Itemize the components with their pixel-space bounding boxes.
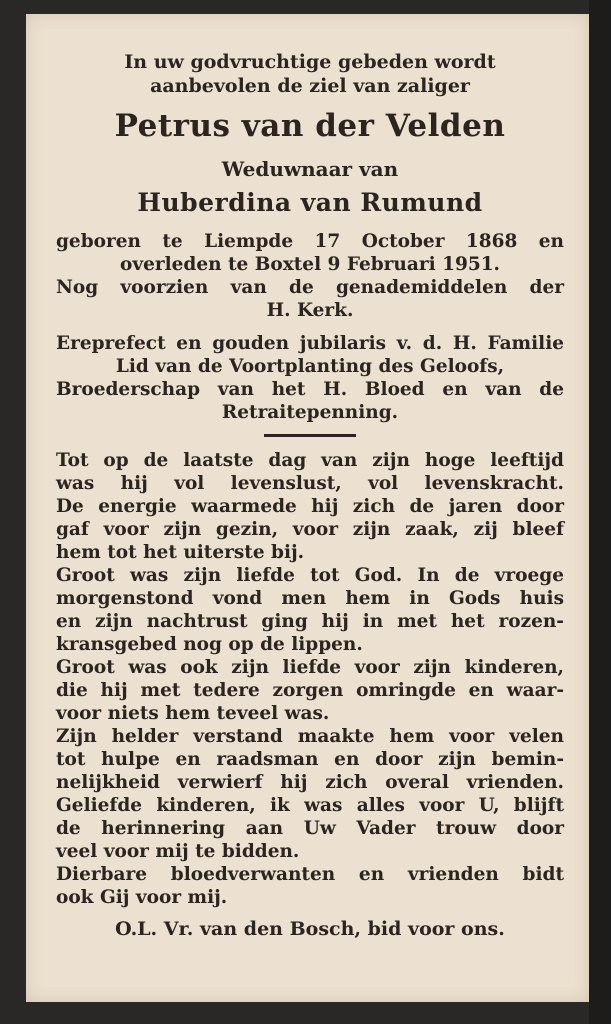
eulogy-line: Zijn helder verstand maakte hem voor velen — [56, 726, 564, 747]
death-line: overleden te Boxtel 9 Februari 1951. — [119, 254, 501, 275]
eulogy-line: morgenstond vond men hem in Gods huis — [56, 588, 564, 609]
eulogy-line: tot hulpe en raadsman en door zijn bemin- — [56, 749, 564, 770]
eulogy-line: gaf voor zijn gezin, voor zijn zaak, zij bleef — [56, 519, 564, 540]
eulogy-line: Groot was ook zijn liefde voor zijn kinderen, — [56, 657, 564, 678]
eulogy-line: Geliefde kinderen, ik was alles voor U, blijft — [56, 795, 564, 816]
eulogy-line: Groot was zijn liefde tot God. In de vroege — [56, 565, 564, 586]
deceased-name: Petrus van der Velden — [114, 108, 506, 144]
eulogy-line: nelijkheid verwierf hij zich overal vrienden. — [56, 772, 564, 793]
sacraments-line: Nog voorzien van de genademiddelen der — [56, 277, 564, 298]
eulogy-line: die hij met tedere zorgen omringde en waar- — [56, 680, 564, 701]
eulogy-line: was hij vol levenslust, vol levenskracht. — [56, 473, 564, 494]
honours-line-4: Retraitepenning. — [221, 402, 399, 423]
eulogy-line: de herinnering aan Uw Vader trouw door — [56, 818, 564, 839]
spouse-name: Huberdina van Rumund — [137, 188, 483, 217]
widower-label: Weduwnaar van — [221, 157, 399, 181]
honours-block — [56, 332, 564, 424]
honours-line-2: Lid van de Voortplanting des Geloofs, — [115, 356, 505, 377]
card-content — [56, 50, 564, 941]
eulogy-line: hem tot het uiterste bij. — [56, 542, 305, 563]
eulogy-line: kransgebed nog op de lippen. — [56, 634, 363, 655]
eulogy-line: Tot op de laatste dag van zijn hoge leeftijd — [56, 450, 564, 471]
eulogy-line: ook Gij voor mij. — [56, 887, 228, 908]
intro-line-1: In uw godvruchtige gebeden wordt — [124, 51, 496, 73]
intro-text — [56, 50, 564, 98]
eulogy-line: en zijn nachtrust ging hij in met het rozen- — [56, 611, 564, 632]
sacraments-line-2: H. Kerk. — [266, 300, 354, 321]
eulogy-line: voor niets hem teveel was. — [56, 703, 330, 724]
honours-line-1: Ereprefect en gouden jubilaris v. d. H. Familie — [56, 333, 564, 354]
birth-death-block — [56, 230, 564, 322]
eulogy-line: De energie waarmede hij zich de jaren door — [56, 496, 564, 517]
memorial-card — [26, 14, 589, 1002]
frame-edge — [589, 0, 611, 1024]
eulogy-line: Dierbare bloedverwanten en vrienden bidt — [56, 864, 564, 885]
birth-line: geboren te Liempde 17 October 1868 en — [56, 231, 564, 252]
eulogy-line: veel voor mij te bidden. — [56, 841, 300, 862]
eulogy-text — [56, 449, 564, 909]
intro-line-2: aanbevolen de ziel van zaliger — [150, 75, 470, 97]
closing-prayer: O.L. Vr. van den Bosch, bid voor ons. — [115, 918, 505, 940]
divider-rule — [264, 434, 356, 437]
honours-line-3: Broederschap van het H. Bloed en van de — [56, 379, 564, 400]
